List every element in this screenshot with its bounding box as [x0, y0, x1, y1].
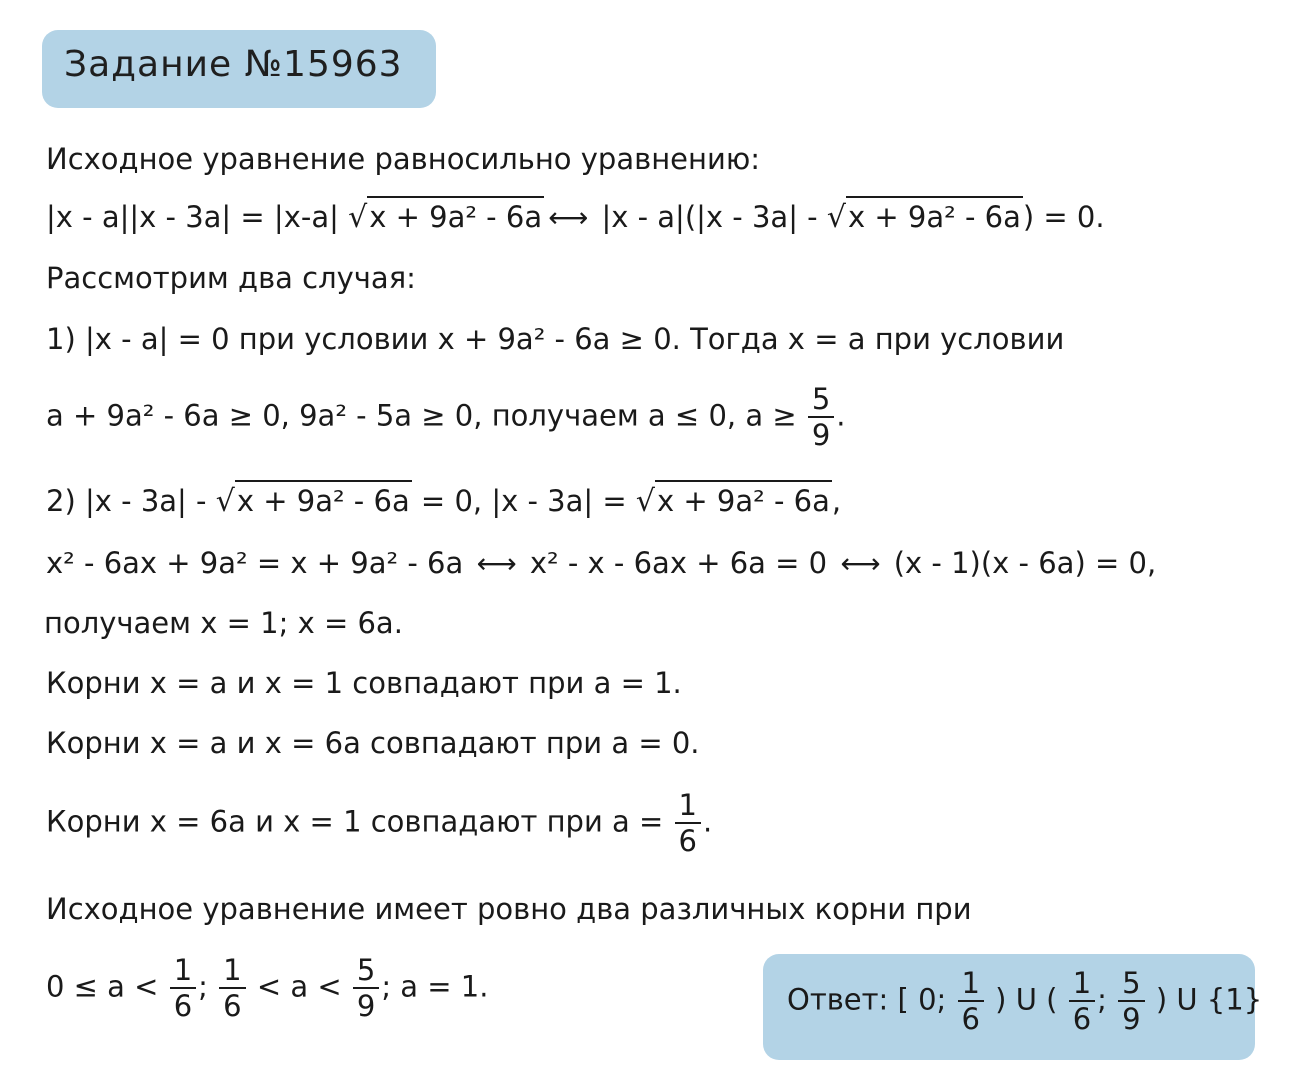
comma: , — [831, 484, 842, 518]
fraction — [1069, 968, 1095, 1035]
radicand: x + 9a² - 6a — [367, 196, 544, 234]
expansion-middle: x² - x - 6ax + 6a = 0 — [520, 546, 837, 580]
radicand: x + 9a² - 6a — [846, 196, 1023, 234]
case-two-middle: = 0, |x - 3a| = — [411, 484, 636, 518]
fraction — [1118, 968, 1144, 1035]
denominator: 9 — [1122, 1002, 1141, 1037]
denominator: 6 — [173, 989, 193, 1024]
solution-line-5 — [46, 384, 846, 451]
denominator: 6 — [961, 1002, 980, 1037]
fraction — [808, 384, 834, 451]
fraction — [675, 790, 701, 857]
denominator: 6 — [223, 989, 242, 1024]
denominator: 9 — [356, 989, 376, 1024]
solution-line-2 — [46, 200, 1105, 235]
expansion-left: x² - 6ax + 9a² = x + 9a² - 6a — [46, 546, 473, 580]
equation-end: ) = 0. — [1022, 200, 1105, 234]
case-two-left: 2) |x - 3a| - — [46, 484, 216, 518]
denominator: 6 — [1072, 1002, 1092, 1037]
factored-form: (x - 1)(x - 6a) = 0, — [884, 546, 1157, 580]
radicand: x + 9a² - 6a — [235, 480, 412, 518]
interval-end: ; a = 1. — [381, 969, 489, 1004]
equivalence-arrow-icon: ⟷ — [548, 201, 589, 234]
solution-line-7 — [46, 546, 1157, 580]
union-text: ) U ( — [985, 982, 1067, 1017]
equivalence-arrow-icon: ⟷ — [476, 547, 517, 580]
numerator: 5 — [1118, 968, 1144, 1002]
square-root: √x + 9a² - 6a — [348, 203, 544, 233]
solution-line-3: Рассмотрим два случая: — [46, 261, 416, 295]
interval-middle: < a < — [247, 969, 351, 1004]
square-root: √x + 9a² - 6a — [827, 203, 1023, 233]
condition-text: a + 9a² - 6a ≥ 0, 9a² - 5a ≥ 0, получаем a ≤ 0, a ≥ — [46, 398, 806, 433]
numerator: 1 — [170, 955, 196, 989]
roots-coincide-text: Корни x = 6a и x = 1 совпадают при a = — [46, 804, 673, 839]
numerator: 1 — [958, 968, 984, 1002]
period: . — [702, 804, 713, 839]
square-root: √x + 9a² - 6a — [636, 487, 832, 517]
answer-end: ) U {1} — [1146, 982, 1263, 1017]
numerator: 5 — [353, 955, 379, 989]
equation-left: |x - a||x - 3a| = |x-a| — [46, 200, 349, 234]
equation-right: |x - a|(|x - 3a| - — [592, 200, 827, 234]
solution-line-9: Корни x = a и x = 1 совпадают при a = 1. — [46, 666, 682, 700]
page-title: Задание №15963 — [64, 44, 403, 85]
solution-line-12: Исходное уравнение имеет ровно два различных корни при — [46, 892, 972, 926]
solution-line-11 — [46, 790, 712, 857]
solution-line-4: 1) |x - a| = 0 при условии x + 9a² - 6a ≥ 0. Тогда x = a при условии — [46, 322, 1065, 356]
solution-line-8: получаем x = 1; x = 6a. — [44, 606, 403, 640]
solution-line-10: Корни x = a и x = 6a совпадают при a = 0. — [46, 726, 700, 760]
separator: ; — [1097, 982, 1117, 1017]
denominator: 6 — [678, 824, 697, 859]
interval-start: 0 ≤ a < — [46, 969, 168, 1004]
numerator: 1 — [1069, 968, 1095, 1002]
solution-line-13 — [46, 955, 488, 1022]
fraction — [958, 968, 984, 1035]
numerator: 5 — [808, 384, 834, 418]
numerator: 1 — [219, 955, 245, 989]
denominator: 9 — [811, 418, 831, 453]
fraction — [219, 955, 245, 1022]
equivalence-arrow-icon: ⟷ — [840, 547, 881, 580]
solution-line-1: Исходное уравнение равносильно уравнению: — [46, 142, 760, 176]
solution-line-6 — [46, 484, 842, 519]
period: . — [836, 398, 846, 433]
fraction — [353, 955, 379, 1022]
fraction — [170, 955, 196, 1022]
numerator: 1 — [675, 790, 701, 824]
square-root: √x + 9a² - 6a — [216, 487, 412, 517]
separator: ; — [198, 969, 218, 1004]
answer-label: Ответ: [ 0; — [787, 982, 956, 1017]
answer — [787, 968, 1262, 1035]
radicand: x + 9a² - 6a — [655, 480, 832, 518]
